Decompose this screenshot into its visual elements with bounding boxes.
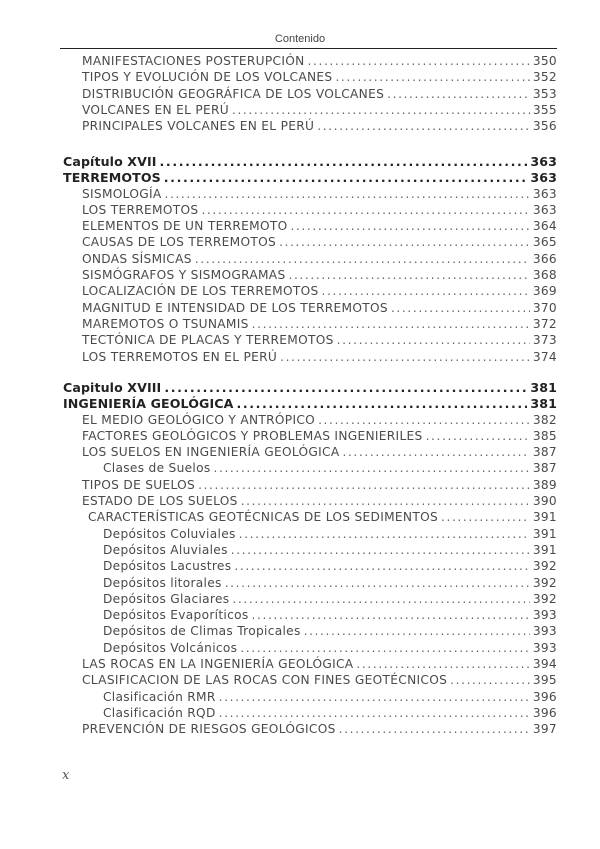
entry-title: Capítulo XVII: [63, 154, 157, 169]
toc-entry: [103, 690, 557, 706]
entry-title: Depósitos Lacustres: [103, 559, 232, 574]
toc-entry: [103, 559, 557, 575]
toc-section-chapter-18: [0, 380, 600, 739]
toc-entry: [82, 187, 557, 203]
toc-entry: [103, 527, 557, 543]
toc-entry: [103, 461, 557, 477]
entry-title: Clasificación RMR: [103, 689, 216, 704]
entry-page-number: 392: [532, 575, 557, 590]
toc-entry: [82, 235, 557, 251]
dot-leader: [232, 103, 530, 117]
toc-entry: [82, 494, 557, 510]
entry-title: Clasificación RQD: [103, 705, 216, 720]
toc-entry: [82, 70, 557, 86]
toc-entry: [88, 510, 557, 526]
dot-leader: [219, 706, 530, 720]
entry-page-number: 352: [532, 70, 557, 85]
entry-title: CARACTERÍSTICAS GEOTÉCNICAS DE LOS SEDIMENTOS: [88, 510, 438, 525]
toc-entry: [82, 252, 557, 268]
entry-page-number: 363: [530, 154, 557, 169]
entry-page-number: 391: [532, 510, 557, 525]
entry-title: Capitulo XVIII: [63, 380, 162, 395]
toc-entry: [82, 284, 557, 300]
toc-entry: [103, 608, 557, 624]
entry-page-number: 365: [532, 235, 557, 250]
dot-leader: [164, 170, 528, 185]
dot-leader: [290, 219, 529, 233]
dot-leader: [322, 284, 530, 298]
toc-section-volcanes: [0, 54, 600, 135]
entry-title: CAUSAS DE LOS TERREMOTOS: [82, 235, 277, 250]
toc-entry: [82, 54, 557, 70]
toc-entry: [103, 624, 557, 640]
entry-page-number: 353: [532, 86, 557, 101]
toc-entry: [82, 317, 557, 333]
dot-leader: [252, 317, 530, 331]
entry-page-number: 389: [532, 477, 557, 492]
entry-title: Depósitos Aluviales: [103, 542, 228, 557]
entry-page-number: 391: [532, 526, 557, 541]
dot-leader: [288, 268, 529, 282]
entry-title: Depósitos Coluviales: [103, 526, 236, 541]
entry-title: LOCALIZACIÓN DE LOS TERREMOTOS: [82, 284, 319, 299]
dot-leader: [279, 235, 530, 249]
toc-entry: [82, 87, 557, 103]
toc-entry: [82, 301, 557, 317]
entry-title: VOLCANES EN EL PERÚ: [82, 102, 229, 117]
entry-title: SISMÓGRAFOS Y SISMOGRAMAS: [82, 268, 286, 283]
entry-page-number: 355: [532, 102, 557, 117]
entry-title: TIPOS DE SUELOS: [82, 477, 196, 492]
entry-page-number: 393: [532, 608, 557, 623]
dot-leader: [164, 380, 527, 395]
dot-leader: [239, 527, 530, 541]
toc-entry: [82, 119, 557, 135]
dot-leader: [335, 70, 529, 84]
entry-page-number: 392: [532, 591, 557, 606]
dot-leader: [280, 350, 530, 364]
dot-leader: [304, 624, 530, 638]
entry-title: LOS TERREMOTOS EN EL PERÚ: [82, 349, 278, 364]
entry-page-number: 368: [532, 268, 557, 283]
entry-page-number: 382: [532, 412, 557, 427]
entry-page-number: 396: [532, 689, 557, 704]
toc-entry: [82, 673, 557, 689]
running-header: Contenido: [274, 33, 326, 45]
dot-leader: [356, 657, 529, 671]
toc-entry: [103, 641, 557, 657]
entry-title: LAS ROCAS EN LA INGENIERÍA GEOLÓGICA: [82, 657, 354, 672]
toc-entry: [82, 478, 557, 494]
entry-title: Depósitos Glaciares: [103, 591, 230, 606]
entry-title: PRINCIPALES VOLCANES EN EL PERÚ: [82, 119, 315, 134]
entry-title: Clases de Suelos: [103, 461, 211, 476]
toc-entry: [82, 103, 557, 119]
entry-page-number: 393: [532, 624, 557, 639]
toc-entry: [82, 268, 557, 284]
dot-leader: [240, 641, 530, 655]
entry-title: ELEMENTOS DE UN TERREMOTO: [82, 219, 288, 234]
dot-leader: [317, 119, 530, 133]
entry-title: Depósitos Volcánicos: [103, 640, 238, 655]
toc-heading: [63, 396, 557, 412]
dot-leader: [232, 592, 529, 606]
toc-entry: [82, 657, 557, 673]
entry-page-number: 369: [532, 284, 557, 299]
dot-leader: [339, 722, 530, 736]
dot-leader: [195, 252, 530, 266]
dot-leader: [426, 429, 530, 443]
entry-page-number: 370: [532, 300, 557, 315]
dot-leader: [441, 510, 530, 524]
page-number: x: [62, 768, 70, 783]
entry-page-number: 394: [532, 657, 557, 672]
entry-page-number: 372: [532, 316, 557, 331]
toc-entry: [82, 722, 557, 738]
toc-entry: [82, 429, 557, 445]
dot-leader: [165, 187, 530, 201]
entry-title: LOS TERREMOTOS: [82, 202, 199, 217]
dot-leader: [160, 154, 528, 169]
entry-page-number: 387: [532, 461, 557, 476]
toc-entry: [82, 219, 557, 235]
entry-title: SISMOLOGÍA: [82, 186, 162, 201]
entry-page-number: 381: [530, 380, 557, 395]
dot-leader: [342, 445, 529, 459]
toc-heading: [63, 380, 557, 396]
toc-entry: [82, 203, 557, 219]
entry-title: CLASIFICACION DE LAS ROCAS CON FINES GEOTÉCNICOS: [82, 673, 448, 688]
entry-title: Depósitos litorales: [103, 575, 222, 590]
entry-page-number: 363: [530, 170, 557, 186]
entry-page-number: 390: [532, 494, 557, 509]
entry-page-number: 395: [532, 673, 557, 688]
dot-leader: [225, 576, 530, 590]
dot-leader: [241, 494, 530, 508]
entry-page-number: 393: [532, 640, 557, 655]
entry-title: EL MEDIO GEOLÓGICO Y ANTRÓPICO: [82, 412, 316, 427]
entry-page-number: 366: [532, 251, 557, 266]
toc-entry: [103, 576, 557, 592]
entry-page-number: 350: [532, 54, 557, 68]
entry-page-number: 363: [532, 186, 557, 201]
dot-leader: [234, 559, 529, 573]
dot-leader: [201, 203, 529, 217]
toc-entry: [82, 350, 557, 366]
entry-title: FACTORES GEOLÓGICOS Y PROBLEMAS INGENIERILES: [82, 428, 423, 443]
dot-leader: [252, 608, 530, 622]
entry-page-number: 364: [532, 219, 557, 234]
entry-page-number: 387: [532, 445, 557, 460]
dot-leader: [236, 396, 527, 411]
entry-page-number: 385: [532, 428, 557, 443]
entry-title: Depósitos de Climas Tropicales: [103, 624, 301, 639]
dot-leader: [391, 301, 530, 315]
header-rule: [60, 48, 557, 49]
dot-leader: [318, 413, 530, 427]
entry-page-number: 356: [532, 119, 557, 134]
dot-leader: [231, 543, 530, 557]
entry-title: INGENIERÍA GEOLÓGICA: [63, 396, 234, 412]
dot-leader: [219, 690, 530, 704]
entry-title: MANIFESTACIONES POSTERUPCIÓN: [82, 54, 305, 68]
dot-leader: [387, 87, 530, 101]
entry-page-number: 396: [532, 705, 557, 720]
entry-page-number: 392: [532, 559, 557, 574]
entry-page-number: 381: [530, 396, 557, 412]
entry-page-number: 391: [532, 542, 557, 557]
entry-page-number: 363: [532, 202, 557, 217]
toc-entry: [82, 413, 557, 429]
dot-leader: [214, 461, 530, 475]
toc-section-chapter-17: [0, 154, 600, 366]
toc-entry: [103, 706, 557, 722]
toc-heading: [63, 170, 557, 186]
toc-entry: [103, 543, 557, 559]
entry-title: DISTRIBUCIÓN GEOGRÁFICA DE LOS VOLCANES: [82, 86, 385, 101]
dot-leader: [198, 478, 530, 492]
entry-title: MAGNITUD E INTENSIDAD DE LOS TERREMOTOS: [82, 300, 388, 315]
toc-entry: [103, 592, 557, 608]
entry-title: TERREMOTOS: [63, 170, 161, 186]
entry-title: Depósitos Evaporíticos: [103, 608, 249, 623]
dot-leader: [308, 54, 530, 68]
entry-title: LOS SUELOS EN INGENIERÍA GEOLÓGICA: [82, 445, 340, 460]
entry-title: TIPOS Y EVOLUCIÓN DE LOS VOLCANES: [82, 70, 333, 85]
toc-entry: [82, 445, 557, 461]
toc-heading: [63, 154, 557, 170]
toc-entry: [82, 333, 557, 349]
entry-page-number: 374: [532, 349, 557, 364]
entry-title: ESTADO DE LOS SUELOS: [82, 494, 238, 509]
entry-page-number: 373: [532, 333, 557, 348]
entry-title: TECTÓNICA DE PLACAS Y TERREMOTOS: [82, 333, 334, 348]
entry-title: MAREMOTOS O TSUNAMIS: [82, 316, 249, 331]
dot-leader: [450, 673, 530, 687]
entry-title: ONDAS SÍSMICAS: [82, 251, 192, 266]
entry-title: PREVENCIÓN DE RIESGOS GEOLÓGICOS: [82, 722, 336, 737]
entry-page-number: 397: [532, 722, 557, 737]
dot-leader: [337, 333, 530, 347]
